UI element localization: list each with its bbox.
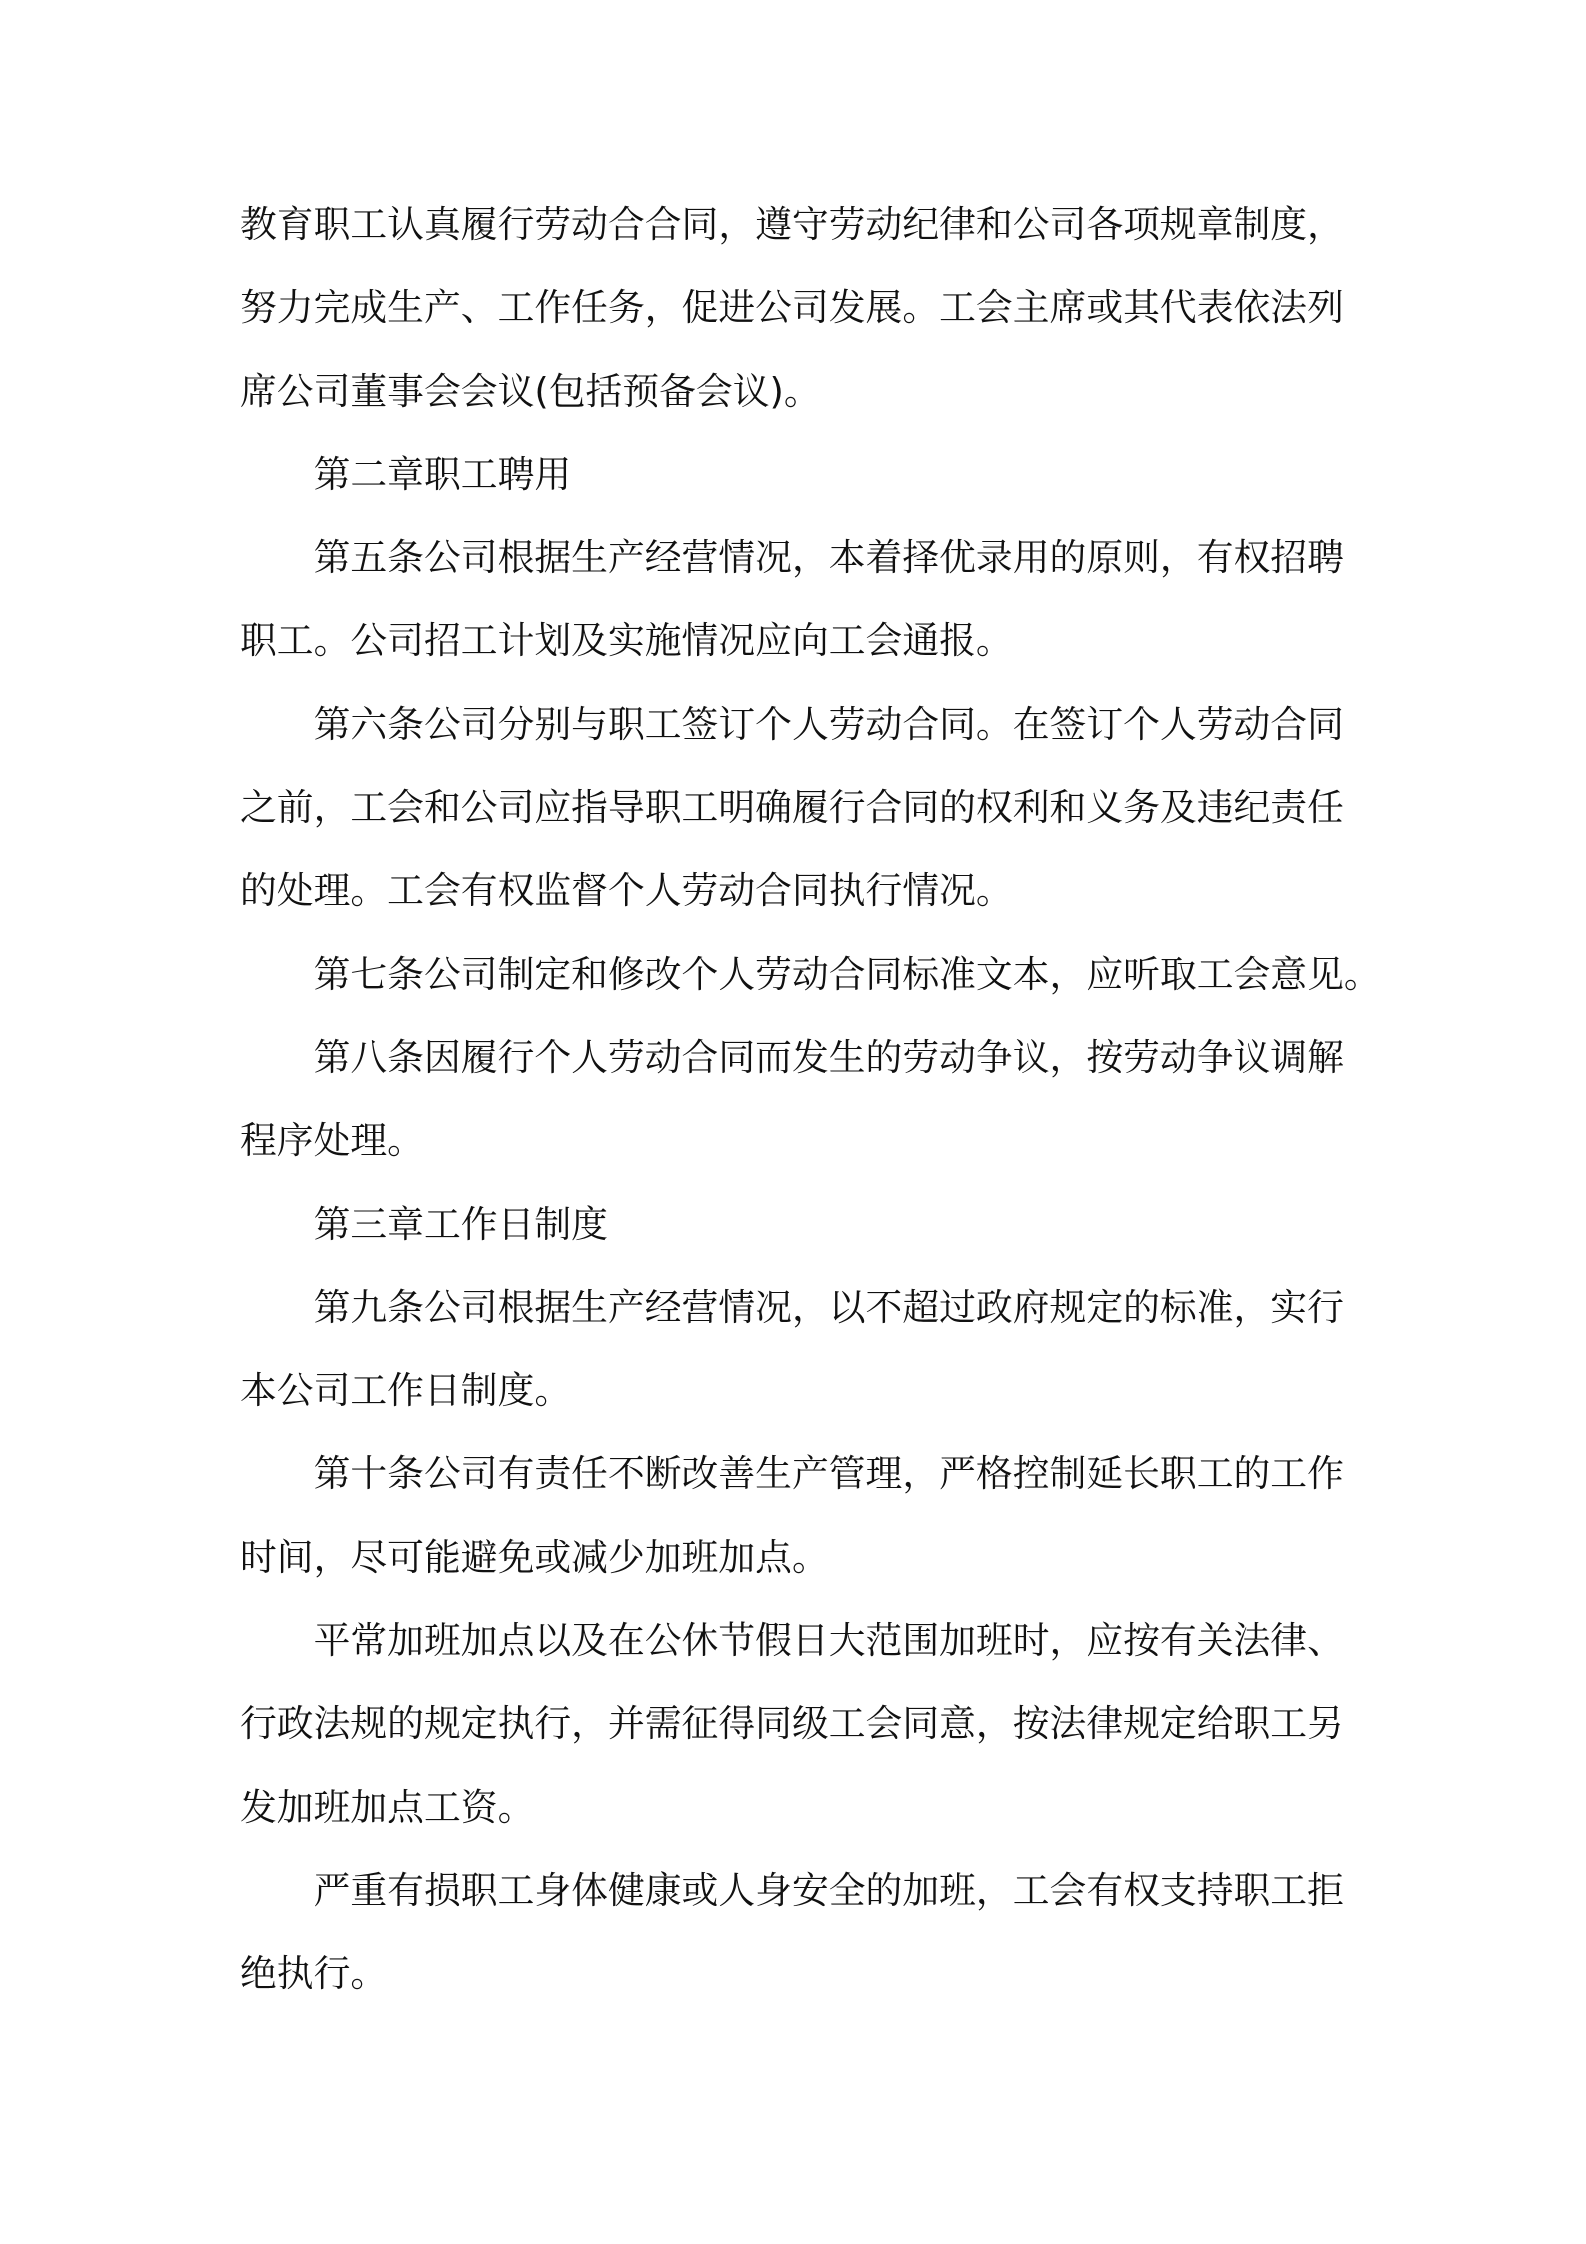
article-10-paragraph: [240, 1432, 1400, 1599]
chapter-2-heading: [240, 433, 1400, 516]
text-line: 第五条公司根据生产经营情况，本着择优录用的原则，有权招聘: [313, 536, 1344, 580]
article-9-paragraph: [240, 1266, 1400, 1433]
text-line: 平常加班加点以及在公休节假日大范围加班时，应按有关法律、: [313, 1619, 1344, 1663]
text-line: 席公司董事会会议(包括预备会议)。: [240, 369, 821, 413]
text-line: 第十条公司有责任不断改善生产管理，严格控制延长职工的工作: [313, 1452, 1344, 1496]
article-7-paragraph: [240, 933, 1400, 1016]
chapter-3-heading: [240, 1183, 1400, 1266]
text-line: 本公司工作日制度。: [240, 1369, 572, 1413]
text-line: 程序处理。: [240, 1119, 424, 1163]
text-line: 发加班加点工资。: [240, 1785, 535, 1829]
text-line: 绝执行。: [240, 1952, 388, 1996]
text-line: 的处理。工会有权监督个人劳动合同执行情况。: [240, 869, 1013, 913]
text-line: 努力完成生产、工作任务，促进公司发展。工会主席或其代表依法列: [240, 286, 1344, 330]
text-line: 之前，工会和公司应指导职工明确履行合同的权利和义务及违纪责任: [240, 786, 1344, 830]
article-8-paragraph: [240, 1016, 1400, 1183]
text-line: 时间，尽可能避免或减少加班加点。: [240, 1535, 829, 1579]
paragraph-continuation: [240, 183, 1400, 433]
text-line: 第七条公司制定和修改个人劳动合同标准文本，应听取工会意见。: [313, 952, 1381, 996]
article-5-paragraph: [240, 516, 1400, 683]
overtime-refusal-paragraph: [240, 1849, 1400, 2016]
text-line: 第八条因履行个人劳动合同而发生的劳动争议，按劳动争议调解: [313, 1035, 1344, 1079]
overtime-paragraph: [240, 1599, 1400, 1849]
text-line: 职工。公司招工计划及实施情况应向工会通报。: [240, 619, 1013, 663]
text-line: 严重有损职工身体健康或人身安全的加班，工会有权支持职工拒: [313, 1868, 1344, 1912]
document-body: [240, 183, 1400, 2016]
heading-line: 第二章职工聘用: [313, 452, 572, 496]
text-line: 第九条公司根据生产经营情况，以不超过政府规定的标准，实行: [313, 1285, 1344, 1329]
article-6-paragraph: [240, 683, 1400, 933]
text-line: 行政法规的规定执行，并需征得同级工会同意，按法律规定给职工另: [240, 1702, 1344, 1746]
heading-line: 第三章工作日制度: [313, 1202, 608, 1246]
text-line: 第六条公司分别与职工签订个人劳动合同。在签订个人劳动合同: [313, 702, 1344, 746]
text-line: 教育职工认真履行劳动合合同，遵守劳动纪律和公司各项规章制度，: [240, 203, 1344, 246]
